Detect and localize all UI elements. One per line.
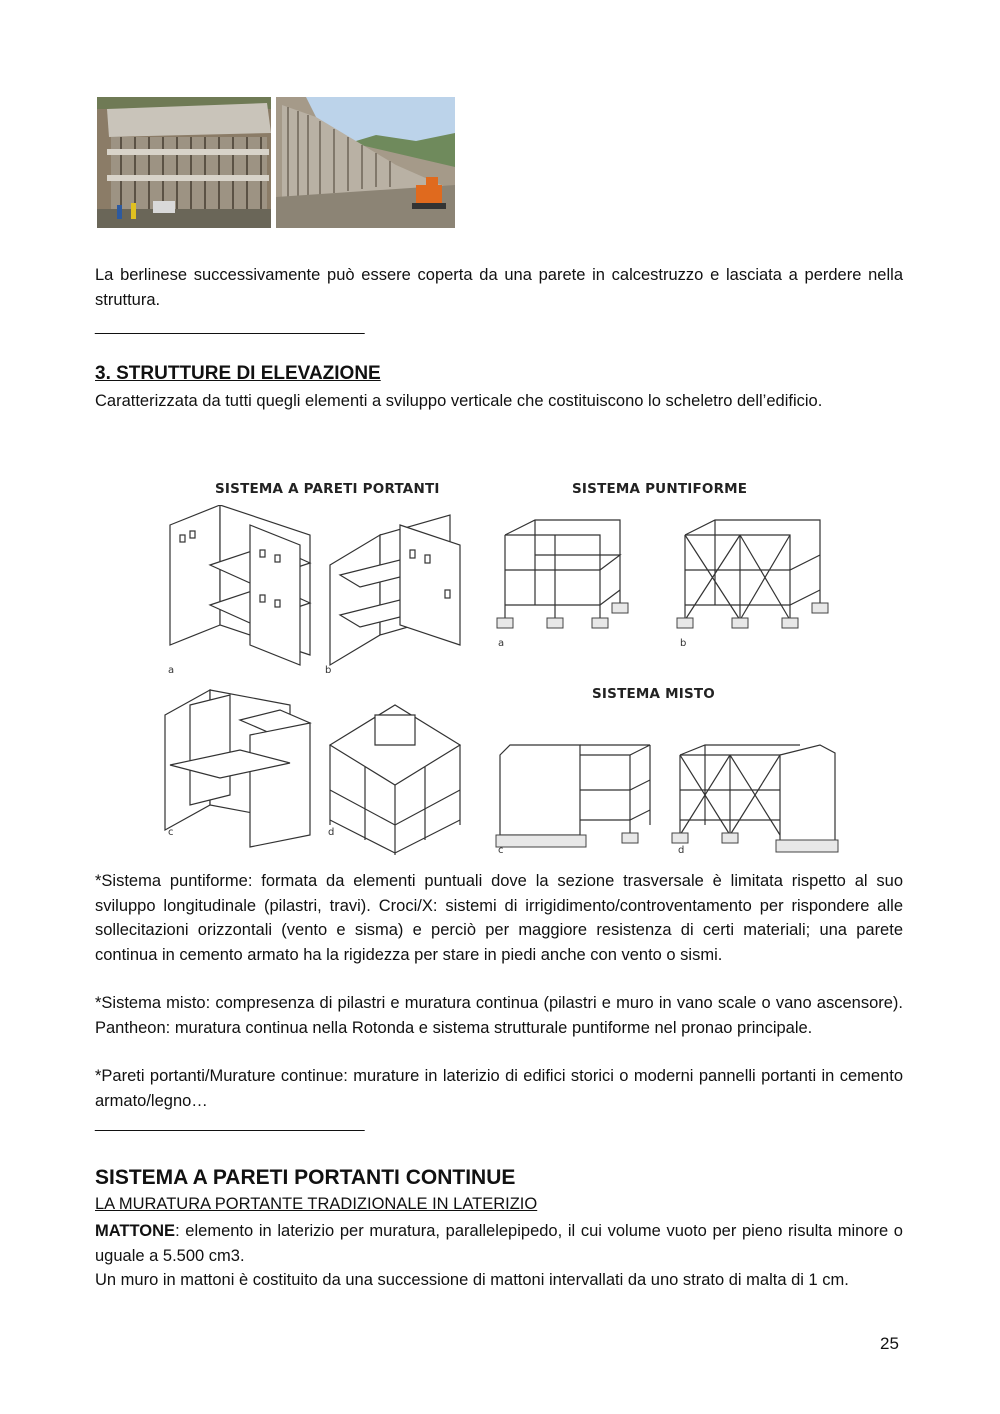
intro-paragraph: La berlinese successivamente può essere coperta da una parete in calcestruzzo e lasciata a perdere nella struttura. [95,266,903,309]
label-c-walls: c [168,827,174,838]
mixed-system-c [496,745,650,847]
label-b-frame: b [680,638,687,649]
label-c-mixed: c [498,845,504,856]
brick-definition-text: : elemento in laterizio per muratura, parallelepipedo, il cui volume vuoto per pieno risulta minore o uguale a 5.500 cm3. [95,1222,903,1265]
wall-system-a [170,505,310,665]
mixed-system-d [672,745,838,852]
note-misto: *Sistema misto: compresenza di pilastri e muratura continua (pilastri e muro in vano scale o vano ascensore). Pantheon: muratura continua nella Rotonda e sistema strutturale puntiforme nel pronao principale. [95,994,903,1037]
brick-term: MATTONE [95,1222,176,1240]
label-b-walls: b [325,665,332,676]
photo-berlinese-wall [97,97,271,228]
figure-title-mixed: SISTEMA MISTO [592,686,715,702]
walls-heading: SISTEMA A PARETI PORTANTI CONTINUE [95,1166,516,1189]
wall-system-b [330,515,460,665]
wall-system-c [165,690,310,847]
section-text: Caratterizzata da tutti quegli elementi a sviluppo verticale che costituiscono lo scheletro dell’edificio. [95,392,823,410]
label-d-walls: d [328,827,335,838]
photo-berlinese-excavation [276,97,455,228]
brick-wall-text: Un muro in mattoni è costituito da una successione di mattoni intervallati da uno strato di malta di 1 cm. [95,1271,849,1289]
brick-definition [95,1219,903,1268]
walls-subheading: LA MURATURA PORTANTE TRADIZIONALE IN LATERIZIO [95,1195,538,1213]
structural-systems-figure [160,475,850,865]
label-a-walls: a [168,665,175,676]
label-a-frame: a [498,638,505,649]
note-pareti: *Pareti portanti/Murature continue: murature in laterizio di edifici storici o moderni pannelli portanti in cemento armato/legno… [95,1067,903,1110]
figure-drawings [160,505,850,860]
separator-line-2: __________________________________ [95,1115,364,1132]
separator-line: __________________________________ [95,318,364,335]
frame-system-b [677,520,828,628]
label-d-mixed: d [678,845,685,856]
page-number: 25 [880,1334,899,1353]
note-puntiforme: *Sistema puntiforme: formata da elementi puntuali dove la sezione trasversale è limitata rispetto al suo sviluppo longitudinale (pilastri, travi). Croci/X: sistemi di irrigidimento/controventamento per rispondere alle sollecitazioni orizzontali (vento e sisma) e perciò per maggiore resistenza di certi materiali; una parete continua in cemento armato ha la rigidezza per stare in piedi anche con vento o sismi. [95,872,903,964]
wall-system-d [330,705,460,855]
section-heading: 3. STRUTTURE DI ELEVAZIONE [95,363,381,384]
figure-title-walls: SISTEMA A PARETI PORTANTI [215,481,440,497]
figure-title-frame: SISTEMA PUNTIFORME [572,481,748,497]
frame-system-a [497,520,628,628]
